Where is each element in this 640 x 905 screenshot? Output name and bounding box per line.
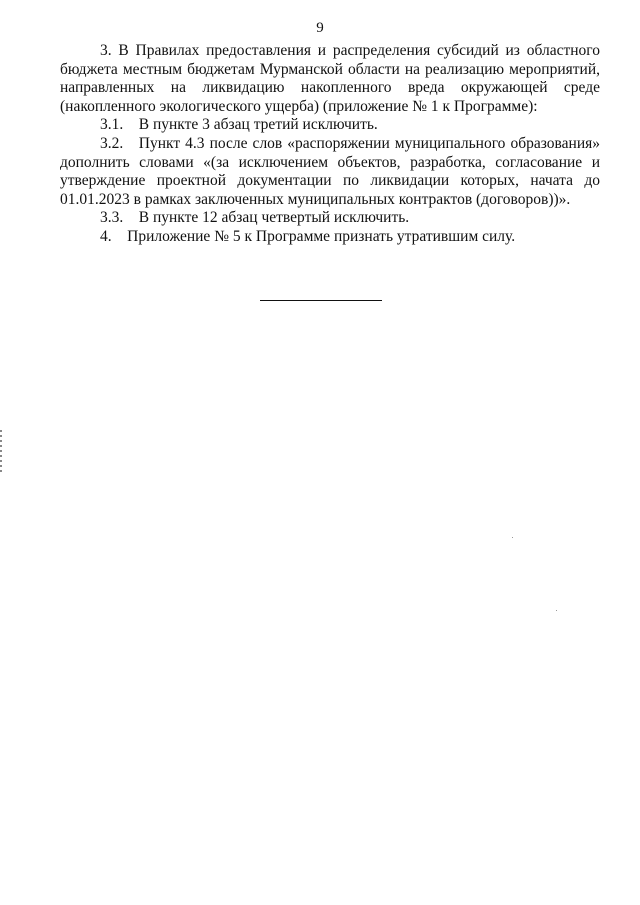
- document-body: [60, 42, 600, 247]
- scan-speck: [556, 610, 557, 611]
- paragraph-item-3: 3. В Правилах предоставления и распределения субсидий из областного бюджета местным бюджетам Мурманской области на реализацию мероприятий, направленных на ликвидацию накопленного вреда окружающей среде (накопленного экологического ущерба) (приложение № 1 к Программе):: [60, 42, 600, 115]
- paragraph-item-4: 4. Приложение № 5 к Программе признать утратившим силу.: [100, 227, 516, 245]
- paragraph-item-3-3: 3.3. В пункте 12 абзац четвертый исключить.: [100, 209, 410, 227]
- closing-separator-line: [260, 300, 382, 301]
- scan-edge-mark: [0, 430, 2, 472]
- paragraph-item-3-1: 3.1. В пункте 3 абзац третий исключить.: [100, 116, 378, 134]
- page-number: 9: [316, 20, 324, 36]
- paragraph-item-3-2: 3.2. Пункт 4.3 после слов «распоряжении муниципального образования» дополнить словами «(за исключением объектов, разработка, согласование и утверждение проектной документации по ликвидации которых, начата до 01.01.2023 в рамках заключенных муниципальных контрактов (договоров))».: [60, 134, 600, 208]
- scan-speck: [512, 537, 513, 538]
